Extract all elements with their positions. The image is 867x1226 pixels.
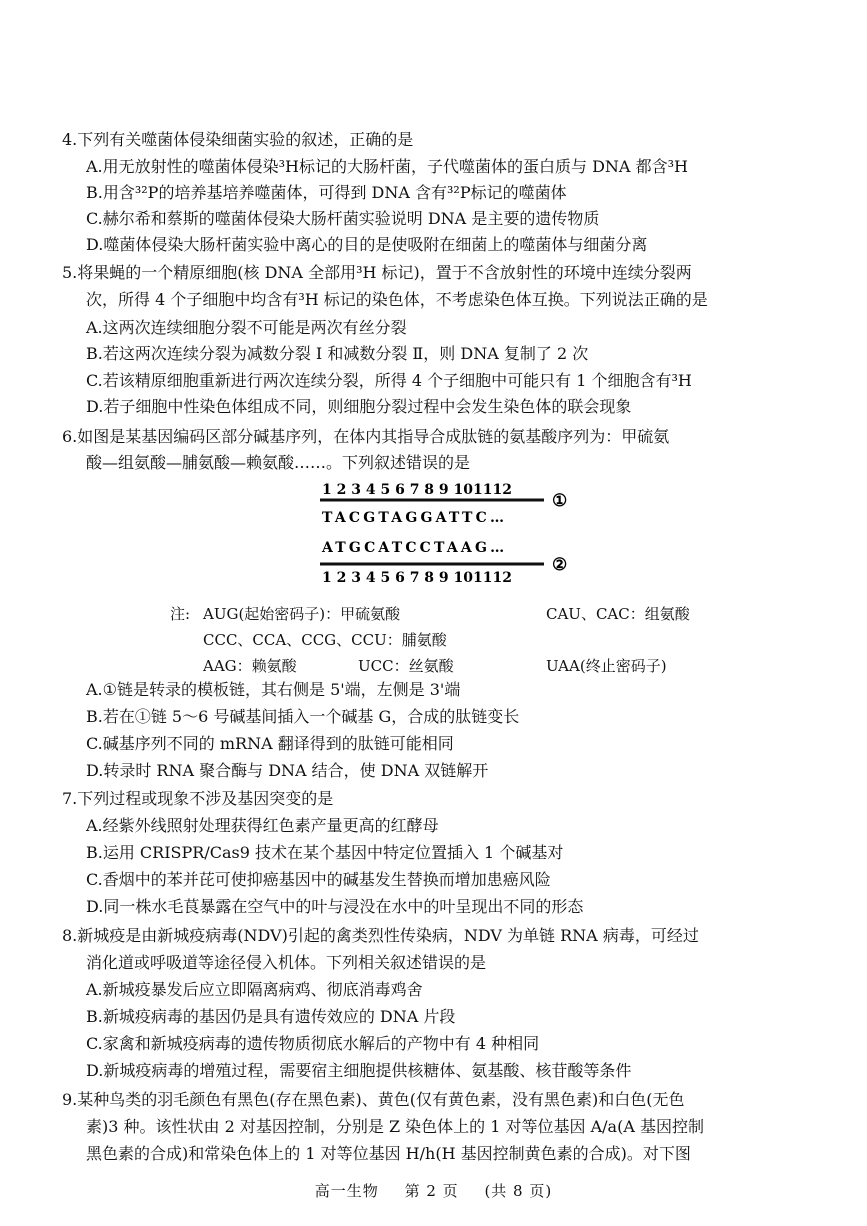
question-4-option-b: B.用含³²P的培养基培养噬菌体，可得到 DNA 含有³²P标记的噬菌体 — [86, 183, 567, 202]
codon-note-aug: AUG(起始密码子)：甲硫氨酸 — [203, 605, 401, 623]
question-7-option-b: B.运用 CRISPR/Cas9 技术在某个基因中特定位置插入 1 个碱基对 — [86, 843, 564, 862]
question-9-stem-line-1: 9.某种鸟类的羽毛颜色有黑色(存在黑色素)、黄色(仅有黄色素，没有黑色素)和白色(无色 — [62, 1090, 685, 1109]
codon-note-aag: AAG：赖氨酸 — [203, 657, 297, 675]
codon-note-cau-cac: CAU、CAC：组氨酸 — [546, 605, 690, 623]
question-7-option-d: D.同一株水毛茛暴露在空气中的叶与浸没在水中的叶呈现出不同的形态 — [86, 897, 584, 916]
question-4-stem: 4.下列有关噬菌体侵染细菌实验的叙述，正确的是 — [62, 130, 414, 149]
question-6-option-a: A.①链是转录的模板链，其右侧是 5'端，左侧是 3'端 — [86, 680, 461, 699]
strand-2-label: ② — [552, 555, 568, 575]
question-6-stem-line-2: 酸—组氨酸—脯氨酸—赖氨酸……。下列叙述错误的是 — [86, 453, 471, 472]
question-6-option-c: C.碱基序列不同的 mRNA 翻译得到的肽链可能相同 — [86, 734, 454, 753]
question-8-option-a: A.新城疫暴发后应立即隔离病鸡、彻底消毒鸡舍 — [86, 980, 423, 999]
codon-note-ccc-cca-ccg-ccu: CCC、CCA、CCG、CCU：脯氨酸 — [203, 631, 447, 649]
question-7-option-a: A.经紫外线照射处理获得红色素产量更高的红酵母 — [86, 816, 439, 835]
strand-1-label: ① — [552, 491, 568, 511]
codon-note-ucc: UCC：丝氨酸 — [358, 657, 454, 675]
strand-1-position-numbers: 1 2 3 4 5 6 7 8 9 101112 — [322, 482, 512, 498]
codon-note-uaa: UAA(终止密码子) — [546, 657, 667, 675]
question-8-option-d: D.新城疫病毒的增殖过程，需要宿主细胞提供核糖体、氨基酸、核苷酸等条件 — [86, 1061, 632, 1080]
question-6-stem-line-1: 6.如图是某基因编码区部分碱基序列，在体内其指导合成肽链的氨基酸序列为：甲硫氨 — [62, 427, 670, 446]
page-footer — [0, 1180, 867, 1201]
question-4-option-a: A.用无放射性的噬菌体侵染³H标记的大肠杆菌，子代噬菌体的蛋白质与 DNA 都含³H — [86, 157, 688, 176]
question-9-stem-line-2: 素)3 种。该性状由 2 对基因控制，分别是 Z 染色体上的 1 对等位基因 A/a(A 基因控制 — [86, 1117, 704, 1136]
question-9-stem-line-3: 黑色素的合成)和常染色体上的 1 对等位基因 H/h(H 基因控制黄色素的合成)。对下图 — [86, 1144, 691, 1163]
question-8-option-c: C.家禽和新城疫病毒的遗传物质彻底水解后的产物中有 4 种相同 — [86, 1034, 540, 1053]
question-4-option-c: C.赫尔希和蔡斯的噬菌体侵染大肠杆菌实验说明 DNA 是主要的遗传物质 — [86, 209, 600, 228]
question-5-stem-line-1: 5.将果蝇的一个精原细胞(核 DNA 全部用³H 标记)，置于不含放射性的环境中连续分裂两 — [62, 263, 692, 282]
question-7-stem: 7.下列过程或现象不涉及基因突变的是 — [62, 789, 334, 808]
question-6-option-d: D.转录时 RNA 聚合酶与 DNA 结合，使 DNA 双链解开 — [86, 761, 489, 780]
question-5-option-a: A.这两次连续细胞分裂不可能是两次有丝分裂 — [86, 318, 407, 337]
question-8-stem-line-1: 8.新城疫是由新城疫病毒(NDV)引起的禽类烈性传染病，NDV 为单链 RNA 病毒，可经过 — [62, 926, 699, 945]
question-8-stem-line-2: 消化道或呼吸道等途径侵入机体。下列相关叙述错误的是 — [86, 953, 487, 972]
dna-sequence-diagram — [300, 476, 590, 588]
question-5-option-c: C.若该精原细胞重新进行两次连续分裂，所得 4 个子细胞中可能只有 1 个细胞含有³H — [86, 371, 692, 390]
strand-2-sequence: ATGCATCCTAAG… — [322, 540, 508, 556]
footer-subject: 高一生物 — [314, 1182, 379, 1200]
question-5-option-d: D.若子细胞中性染色体组成不同，则细胞分裂过程中会发生染色体的联会现象 — [86, 397, 632, 416]
footer-page-number: 第 2 页 — [404, 1182, 459, 1200]
question-5-option-b: B.若这两次连续分裂为减数分裂 I 和减数分裂 Ⅱ，则 DNA 复制了 2 次 — [86, 344, 589, 363]
strand-1-sequence: TACGTAGGATTC… — [322, 510, 508, 526]
codon-note-prefix: 注: — [170, 605, 191, 623]
question-5-stem-line-2: 次，所得 4 个子细胞中均含有³H 标记的染色体，不考虑染色体互换。下列说法正确的是 — [86, 290, 708, 309]
strand-2-position-numbers: 1 2 3 4 5 6 7 8 9 101112 — [322, 570, 512, 586]
footer-total-pages: (共 8 页) — [484, 1182, 553, 1200]
question-7-option-c: C.香烟中的苯并芘可使抑癌基因中的碱基发生替换而增加患癌风险 — [86, 870, 551, 889]
question-6-option-b: B.若在①链 5～6 号碱基间插入一个碱基 G，合成的肽链变长 — [86, 707, 520, 726]
question-8-option-b: B.新城疫病毒的基因仍是具有遗传效应的 DNA 片段 — [86, 1007, 456, 1026]
question-4-option-d: D.噬菌体侵染大肠杆菌实验中离心的目的是使吸附在细菌上的噬菌体与细菌分离 — [86, 235, 648, 254]
